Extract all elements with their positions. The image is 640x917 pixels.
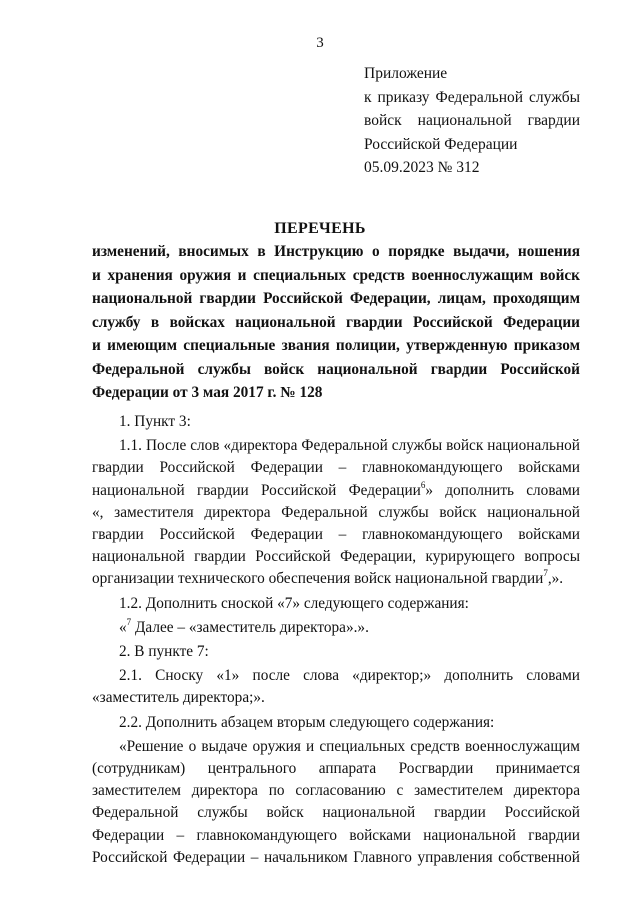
quote-line: Российской Федерации – начальником Главного управления собственной [92, 848, 580, 866]
quote-line: (сотрудникам) центрального аппарата Росгвардии принимается [92, 760, 580, 778]
quote-line: Федеральной службы войск национальной гвардии Российской [92, 804, 580, 822]
paragraph-1-1-line: гвардии Российской Федерации – главнокомандующего войсками [92, 459, 580, 477]
document-title: ПЕРЕЧЕНЬ [274, 220, 366, 237]
appendix-block [364, 62, 580, 180]
paragraph-1-1-line: национальной гвардии Российской Федерации, курирующего вопросы [92, 548, 580, 566]
footnote-mark-7: 7 [126, 616, 132, 627]
paragraph-2-1-line: «заместитель директора;». [92, 689, 265, 707]
subtitle-line: Федерации от 3 мая 2017 г. № 128 [92, 384, 323, 401]
page-number: 3 [316, 35, 324, 51]
paragraph-2-1-line: 2.1. Сноску «1» после слова «директор;» дополнить словами [119, 667, 580, 685]
paragraph-1-1-line: организации технического обеспечения войск национальной гвардии$^7$,». [92, 568, 564, 588]
footnote-ref-6: 6 [420, 479, 426, 490]
appendix-line-3: войск национальной гвардии [364, 112, 580, 129]
appendix-line-2: к приказу Федеральной службы [364, 88, 580, 106]
subtitle-line: и хранения оружия и специальных средств военнослужащим войск [92, 266, 580, 284]
quote-line: «Решение о выдаче оружия и специальных средств военнослужащим [119, 737, 580, 755]
subtitle-line: и имеющим специальные звания полиции, утвержденную приказом [92, 337, 580, 354]
paragraph-1: 1. Пункт 3: [119, 413, 191, 430]
paragraph-2: 2. В пункте 7: [119, 643, 209, 661]
quote-line: Федерации – главнокомандующего войсками национальной гвардии [92, 826, 580, 844]
paragraph-1-2: 1.2. Дополнить сноской «7» следующего содержания: [119, 594, 469, 612]
paragraph-2-2: 2.2. Дополнить абзацем вторым следующего содержания: [119, 713, 495, 731]
document-body [92, 411, 580, 869]
paragraph-1-1-line: гвардии Российской Федерации – главнокомандующего войсками [92, 526, 580, 544]
footnote-ref-7: 7 [543, 568, 548, 579]
appendix-line-1: Приложение [364, 65, 448, 82]
document-subtitle [92, 240, 580, 405]
subtitle-line: службу в войсках национальной гвардии Российской Федерации [92, 313, 580, 331]
footnote-text: «$^7$ Далее – «заместитель директора».». [119, 616, 369, 636]
subtitle-line: изменений, вносимых в Инструкцию о порядке выдачи, ношения [92, 243, 580, 260]
subtitle-line: национальной гвардии Российской Федерации, лицам, проходящим [92, 290, 580, 307]
appendix-line-4: Российской Федерации [364, 135, 518, 153]
paragraph-1-1-line: национальной гвардии Российской Федерации$^6$» дополнить словами [92, 479, 580, 499]
subtitle-line: Федеральной службы войск национальной гвардии Российской [92, 360, 580, 378]
appendix-line-5: 05.09.2023 № 312 [364, 159, 480, 176]
quote-line: заместителем директора по согласованию с заместителем директора [92, 782, 580, 800]
paragraph-1-1-line: «, заместителя директора Федеральной службы войск национальной [92, 503, 580, 521]
paragraph-1-1-line: 1.1. После слов «директора Федеральной службы войск национальной [119, 437, 580, 455]
